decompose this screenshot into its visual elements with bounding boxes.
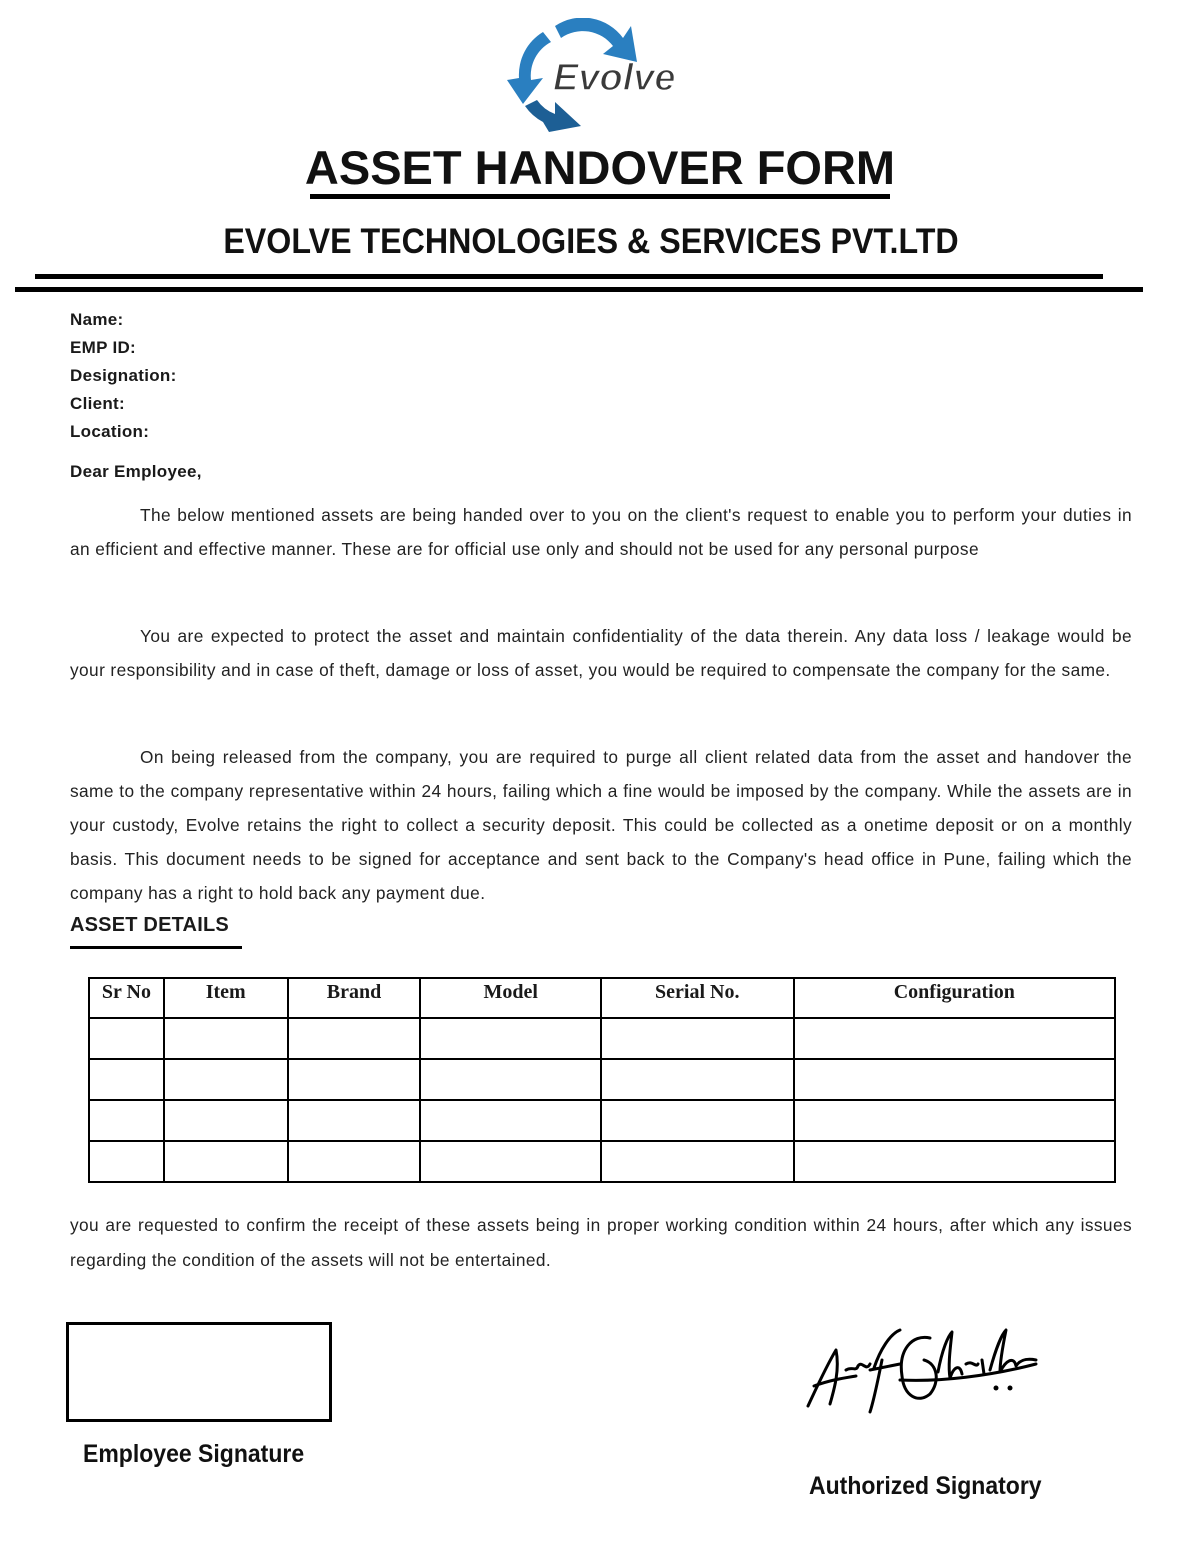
table-cell — [164, 1100, 288, 1141]
table-cell — [89, 1059, 164, 1100]
asset-table — [88, 977, 1116, 1183]
field-location-label: Location: — [70, 422, 150, 441]
table-cell — [601, 1018, 794, 1059]
table-cell — [89, 1100, 164, 1141]
field-name-label: Name: — [70, 310, 124, 329]
divider-rule — [15, 287, 1143, 292]
field-emp-id-label: EMP ID: — [70, 338, 137, 357]
table-cell — [288, 1059, 421, 1100]
table-cell — [89, 1018, 164, 1059]
authorized-signatory-label: Authorized Signatory — [809, 1472, 1042, 1500]
table-cell — [89, 1141, 164, 1182]
employee-signature-box — [66, 1322, 332, 1422]
column-header-item: Item — [164, 978, 288, 1018]
evolve-logo — [503, 18, 703, 133]
table-row — [89, 1018, 1115, 1059]
handwritten-signature — [800, 1320, 1050, 1420]
title-underline — [310, 194, 890, 199]
table-row — [89, 1059, 1115, 1100]
company-name: EVOLVE TECHNOLOGIES & SERVICES PVT.LTD — [223, 222, 959, 261]
table-cell — [420, 1100, 601, 1141]
form-title: ASSET HANDOVER FORM — [304, 141, 896, 194]
table-cell — [794, 1141, 1115, 1182]
paragraph: The below mentioned assets are being handed over to you on the client's request to enable you to perform your duties in an efficient and effective manner. These are for official use only and should not be used for any personal purpose — [70, 505, 1132, 559]
column-header-brand: Brand — [288, 978, 421, 1018]
column-header-configuration: Configuration — [794, 978, 1115, 1018]
table-cell — [420, 1059, 601, 1100]
table-cell — [794, 1100, 1115, 1141]
asset-heading-underline — [70, 946, 242, 949]
greeting: Dear Employee, — [70, 462, 202, 481]
table-cell — [794, 1018, 1115, 1059]
divider-rule — [35, 274, 1103, 279]
column-header-sr-no: Sr No — [89, 978, 164, 1018]
table-cell — [420, 1141, 601, 1182]
column-header-model: Model — [420, 978, 601, 1018]
employee-fields — [70, 306, 177, 446]
table-cell — [164, 1018, 288, 1059]
field-designation-label: Designation: — [70, 366, 177, 385]
asset-details-heading: ASSET DETAILS — [70, 914, 229, 936]
table-cell — [420, 1018, 601, 1059]
table-cell — [794, 1059, 1115, 1100]
table-cell — [601, 1141, 794, 1182]
paragraph: On being released from the company, you are required to purge all client related data from the asset and handover the same to the company representative within 24 hours, failing which a fine would be imposed by the company. While the assets are in your custody, Evolve retains the right to collect a security deposit. This could be collected as a onetime deposit or on a monthly basis. This document needs to be signed for acceptance and sent back to the Company's head office in Pune, failing which the company has a right to hold back any payment due. — [70, 747, 1132, 903]
table-header-row — [89, 978, 1115, 1018]
employee-signature-label: Employee Signature — [83, 1440, 305, 1468]
table-cell — [601, 1100, 794, 1141]
table-cell — [288, 1018, 421, 1059]
table-row — [89, 1141, 1115, 1182]
column-header-serial-no: Serial No. — [601, 978, 794, 1018]
table-cell — [164, 1059, 288, 1100]
field-client-label: Client: — [70, 394, 125, 413]
table-row — [89, 1100, 1115, 1141]
table-cell — [288, 1100, 421, 1141]
paragraph: You are expected to protect the asset and maintain confidentiality of the data therein. Any data loss / leakage would be your responsibility and in case of theft, damage or loss of asset, you would be required to compensate the company for the same. — [70, 626, 1132, 680]
table-cell — [601, 1059, 794, 1100]
receipt-confirmation-note: you are requested to confirm the receipt of these assets being in proper working condition within 24 hours, after which any issues regarding the condition of the assets will not be entertained. — [70, 1215, 1132, 1270]
logo-text: Evolve — [553, 57, 676, 99]
table-cell — [288, 1141, 421, 1182]
table-cell — [164, 1141, 288, 1182]
